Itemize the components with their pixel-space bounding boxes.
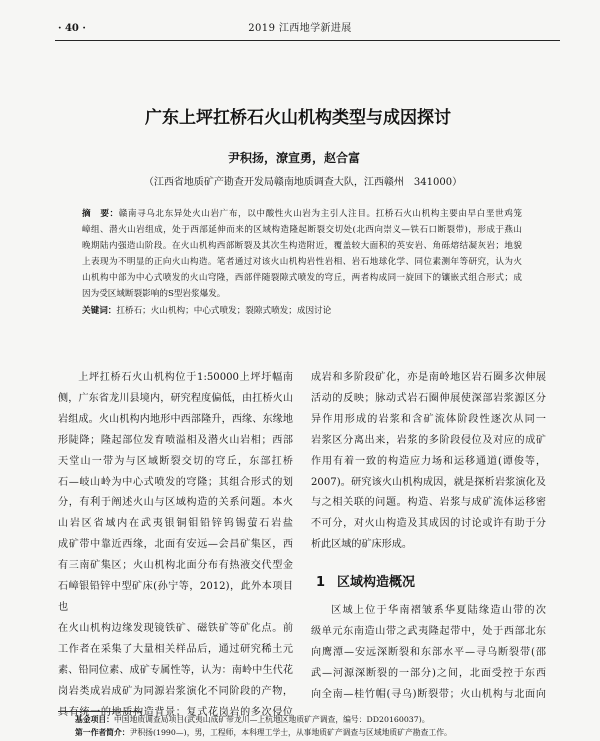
intro-left-line: 山岩区省域内在武夷银铜钼铅锌钨锡萤石岩盐 bbox=[58, 518, 293, 530]
intro-right-column bbox=[311, 368, 546, 556]
footnotes bbox=[75, 714, 545, 739]
intro-left-line: 石—岐山岭为中心式喷发的穹隆；其组合形式的划 bbox=[58, 476, 293, 488]
intro-right-line: 析此区域的矿床形成。 bbox=[311, 539, 412, 551]
intro-right-line: 活动的反映；脉动式岩石圈伸展使深部岩浆源区分 bbox=[311, 392, 546, 404]
abstract-line bbox=[82, 206, 522, 222]
intro-right-line: 岩浆区分离出来，岩浆的多阶段侵位及对应的成矿 bbox=[311, 434, 546, 446]
intro-right-line: 作用有着一致的构造应力场和运移通道(谭俊等， bbox=[311, 455, 546, 467]
abstract-line: 嶂组、潜火山岩组成，处于西部延伸而来的区域构造隆起断裂交切处(北西向崇义—铁石口断裂带)，形成于燕山 bbox=[82, 225, 522, 235]
footnote-funding bbox=[75, 714, 545, 727]
intro-left-column bbox=[58, 368, 293, 723]
section-title: 区域构造概况 bbox=[337, 575, 416, 590]
intro-left-line: 工作者在采集了大量相关样品后，通过研究稀土元 bbox=[58, 643, 293, 655]
section-body bbox=[311, 601, 546, 706]
intro-left-line: 天堂山一带为与区域断裂交切的穹丘，东部扛桥 bbox=[58, 455, 293, 467]
intro-left-line: 在火山机构边缘发现镜铁矿、磁铁矿等矿化点。前 bbox=[58, 622, 293, 634]
article-authors: 尹积扬，潦宣勇，赵合富 bbox=[227, 151, 360, 165]
intro-left-line: 石嶂银铅锌中型矿床(孙宁等，2012)，此外本项目也 bbox=[58, 581, 293, 613]
journal-running-title: 2019 江西地学新进展 bbox=[248, 23, 352, 34]
intro-left-line: 素、铅同位素、成矿专属性等，认为：南岭中生代花 bbox=[58, 664, 293, 676]
article-title: 广东上坪扛桥石火山机构类型与成因探讨 bbox=[145, 108, 451, 128]
footnote-author-bio bbox=[75, 727, 545, 740]
abstract-label: 摘 要： bbox=[82, 209, 119, 219]
footnote-rule bbox=[58, 711, 142, 712]
section-body-line: 武—河源深断裂的一部分)之间，北面受控于东西 bbox=[311, 667, 546, 679]
keywords-value: 扛桥石；火山机构；中心式喷发；裂隙式喷发；成因讨论 bbox=[116, 306, 332, 316]
keywords bbox=[82, 303, 522, 319]
footnote-text: 中国地质调查局项目(武夷山成矿带龙川—上杭地区地质矿产调查，编号：DD20160037)。 bbox=[113, 715, 430, 724]
section-body-line: 向全南—桂竹帽(寻乌)断裂带；火山机构与北面向 bbox=[311, 688, 546, 700]
intro-left-line: 岗岩类成岩成矿为同源岩浆演化不同阶段的产物， bbox=[58, 685, 293, 697]
page-number: · 40 · bbox=[58, 23, 86, 34]
section-body-line: 区域上位于华南褶皱系华夏陆缘造山带的次 bbox=[331, 605, 546, 616]
footnote-text: 尹积扬(1990—)，男，工程师，本科理工学士，从事地质矿产调查与区域地质矿产勘查工作。 bbox=[129, 727, 452, 737]
intro-right-line: 不可分，对火山构造及其成因的讨论或许有助于分 bbox=[311, 518, 546, 530]
abstract-line: 山机构中部为中心式喷发的火山穹隆，西部伴随裂隙式喷发的穹丘，两者构成同一旋回下的镶嵌式组合形式；成 bbox=[82, 273, 522, 283]
intro-right-line: 成岩和多阶段矿化，亦是南岭地区岩石圈多次伸展 bbox=[311, 372, 546, 383]
intro-right-line: 与之相关联的问题。构造、岩浆与成矿流体运移密 bbox=[311, 497, 546, 509]
intro-left-line: 形陡降；隆起部位发育喷溢相及潜火山岩相；西部 bbox=[58, 434, 293, 446]
intro-left-line: 上坪扛桥石火山机构位于1:50000上坪圩幅南 bbox=[78, 372, 293, 383]
author-affiliation: （江西省地质矿产勘查开发局赣南地质调查大队，江西赣州 341000） bbox=[143, 177, 463, 188]
keywords-label: 关键词： bbox=[82, 306, 117, 316]
intro-left-line: 侧，广东省龙川县境内，研究程度偏低，由扛桥火山 bbox=[58, 392, 293, 404]
intro-left-line: 岩组成。火山机构内地形中西部隆升，西缘、东缘地 bbox=[58, 413, 293, 425]
section-number: 1 bbox=[316, 575, 326, 590]
footnote-label: 第一作者简介： bbox=[75, 727, 130, 737]
abstract-text: 赣南寻乌北东异处火山岩广布，以中酸性火山岩为主引人注目。扛桥石火山机构主要由早白垩世鸡笼 bbox=[118, 209, 522, 219]
intro-left-line: 成矿带中靠近西缘，北面有安远—会昌矿集区，西 bbox=[58, 539, 293, 551]
section-body-line: 级单元东南造山带之武夷隆起带中，处于西部北东 bbox=[311, 625, 546, 637]
intro-right-line: 异作用形成的岩浆和含矿流体阶段性逐次从同一 bbox=[311, 413, 546, 425]
section-body-line: 向鹰潭—安远深断裂和东部水平—寻乌断裂带(邵 bbox=[311, 646, 546, 658]
intro-left-line: 有三南矿集区；火山机构北面分布有热液交代型金 bbox=[58, 560, 293, 572]
abstract bbox=[82, 206, 522, 302]
intro-right-line: 2007)。研究该火山机构成因，就是探析岩浆演化及 bbox=[311, 476, 546, 488]
abstract-line: 因为受区域断裂影响的S型岩浆爆发。 bbox=[82, 289, 226, 299]
section-heading bbox=[316, 575, 415, 591]
abstract-line: 晚期陆内强造山阶段。在火山机构西部断裂及其次生构造附近，覆盖较大面积的英安岩、角砾熔结凝灰岩；地貌 bbox=[82, 241, 522, 251]
intro-left-line: 分，有利于阐述火山与区域构造的关系问题。本火 bbox=[58, 497, 293, 509]
footnote-label: 基金项目： bbox=[75, 715, 114, 724]
abstract-line: 上表现为不明显的正向火山构造。笔者通过对该火山机构岩性岩相、岩石地球化学、同位素测年等研究，认为火 bbox=[82, 257, 522, 267]
header-rule bbox=[55, 40, 560, 41]
intro-left-line: 具有统一的地质构造背景；复式花岗岩的多次侵位 bbox=[58, 706, 293, 718]
